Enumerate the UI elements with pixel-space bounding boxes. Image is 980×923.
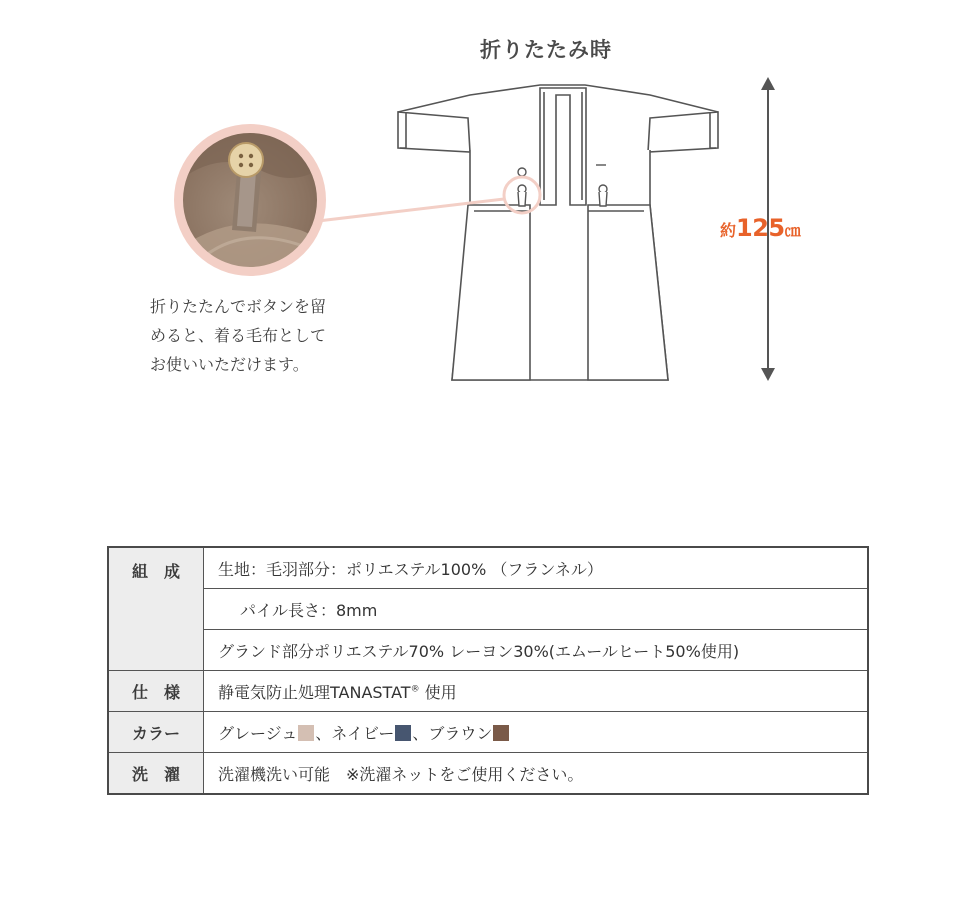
- color-label: カラー: [108, 712, 204, 753]
- table-row: [108, 753, 868, 795]
- spec-table: [107, 546, 869, 795]
- color-brown-label: 、ブラウン: [412, 723, 493, 743]
- color-value: [204, 712, 869, 753]
- page-title: 折りたたみ時: [480, 38, 612, 62]
- spec-value-text: 静電気防止処理TANASTAT: [218, 682, 411, 702]
- spec-value-suffix: 使用: [419, 682, 457, 702]
- measure-prefix: 約: [720, 221, 737, 240]
- composition-label: 組 成: [108, 547, 204, 671]
- measure-value: 125: [736, 214, 785, 242]
- brown-swatch-icon: [493, 725, 509, 741]
- color-greige-label: グレージュ: [218, 723, 298, 743]
- caption-line: 折りたたんでボタンを留: [150, 297, 327, 316]
- composition-value-1: 生地：毛羽部分：ポリエステル100% （フランネル）: [204, 547, 869, 589]
- length-measurement: [720, 214, 801, 242]
- caption-line: めると、着る毛布として: [150, 326, 327, 345]
- caption-line: お使いいただけます。: [150, 355, 309, 374]
- color-navy-label: 、ネイビー: [315, 723, 395, 743]
- wash-value: 洗濯機洗い可能 ※洗濯ネットをご使用ください。: [204, 753, 869, 795]
- navy-swatch-icon: [395, 725, 411, 741]
- table-row: [108, 547, 868, 589]
- composition-value-3: グランド部分ポリエステル70% レーヨン30%(エムールヒート50%使用): [204, 630, 869, 671]
- greige-swatch-icon: [298, 725, 314, 741]
- table-row: [108, 630, 868, 671]
- registered-mark: ®: [410, 684, 420, 695]
- fold-caption: [150, 292, 390, 379]
- composition-value-2: パイル長さ：8mm: [204, 589, 869, 630]
- spec-label: 仕 様: [108, 671, 204, 712]
- folded-robe-illustration: [0, 0, 980, 420]
- table-row: [108, 712, 868, 753]
- table-row: [108, 589, 868, 630]
- table-row: [108, 671, 868, 712]
- button-closeup-photo-icon: [170, 120, 330, 280]
- wash-label: 洗 濯: [108, 753, 204, 795]
- robe-outline: [398, 85, 718, 380]
- spec-value: [204, 671, 869, 712]
- measure-unit: ㎝: [784, 221, 801, 240]
